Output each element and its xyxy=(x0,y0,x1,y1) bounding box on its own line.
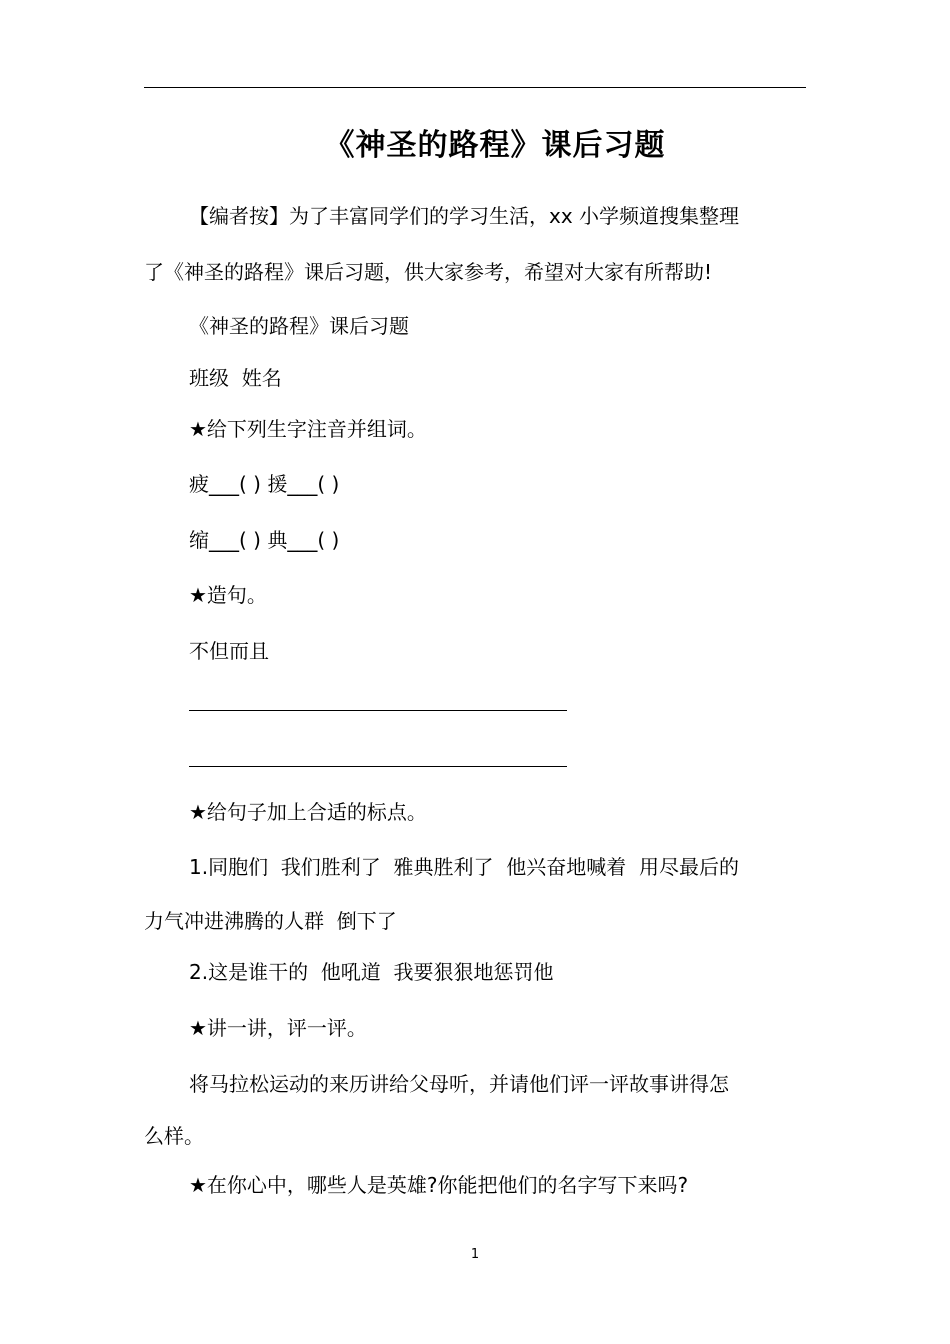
page-title: 《神圣的路程》课后习题 xyxy=(324,128,666,163)
section1-row-1: 疲___( ) 援___( ) xyxy=(189,472,340,496)
answer-line-2 xyxy=(189,766,567,767)
class-name-line: 班级 姓名 xyxy=(189,366,282,390)
section5-heading: ★在你心中，哪些人是英雄?你能把他们的名字写下来吗? xyxy=(189,1173,689,1197)
section2-heading: ★造句。 xyxy=(189,583,267,607)
section4-heading: ★讲一讲，评一评。 xyxy=(189,1016,367,1040)
intro-line-2: 了《神圣的路程》课后习题，供大家参考，希望对大家有所帮助! xyxy=(144,260,713,284)
page-number: 1 xyxy=(470,1247,480,1262)
section1-row-2: 缩___( ) 典___( ) xyxy=(189,528,340,552)
section4-line2: 么样。 xyxy=(144,1124,204,1148)
section3-item2: 2.这是谁干的 他吼道 我要狠狠地惩罚他 xyxy=(189,960,554,984)
section3-item1-line1: 1.同胞们 我们胜利了 雅典胜利了 他兴奋地喊着 用尽最后的 xyxy=(189,855,739,879)
answer-line-1 xyxy=(189,710,567,711)
section4-line1: 将马拉松运动的来历讲给父母听，并请他们评一评故事讲得怎 xyxy=(189,1072,729,1096)
header-rule xyxy=(144,87,806,88)
subtitle: 《神圣的路程》课后习题 xyxy=(189,314,409,338)
intro-line-1: 【编者按】为了丰富同学们的学习生活，xx 小学频道搜集整理 xyxy=(189,204,740,228)
section1-heading: ★给下列生字注音并组词。 xyxy=(189,417,427,441)
section3-heading: ★给句子加上合适的标点。 xyxy=(189,800,427,824)
section2-prompt: 不但而且 xyxy=(189,639,269,663)
section3-item1-line2: 力气冲进沸腾的人群 倒下了 xyxy=(144,909,397,933)
